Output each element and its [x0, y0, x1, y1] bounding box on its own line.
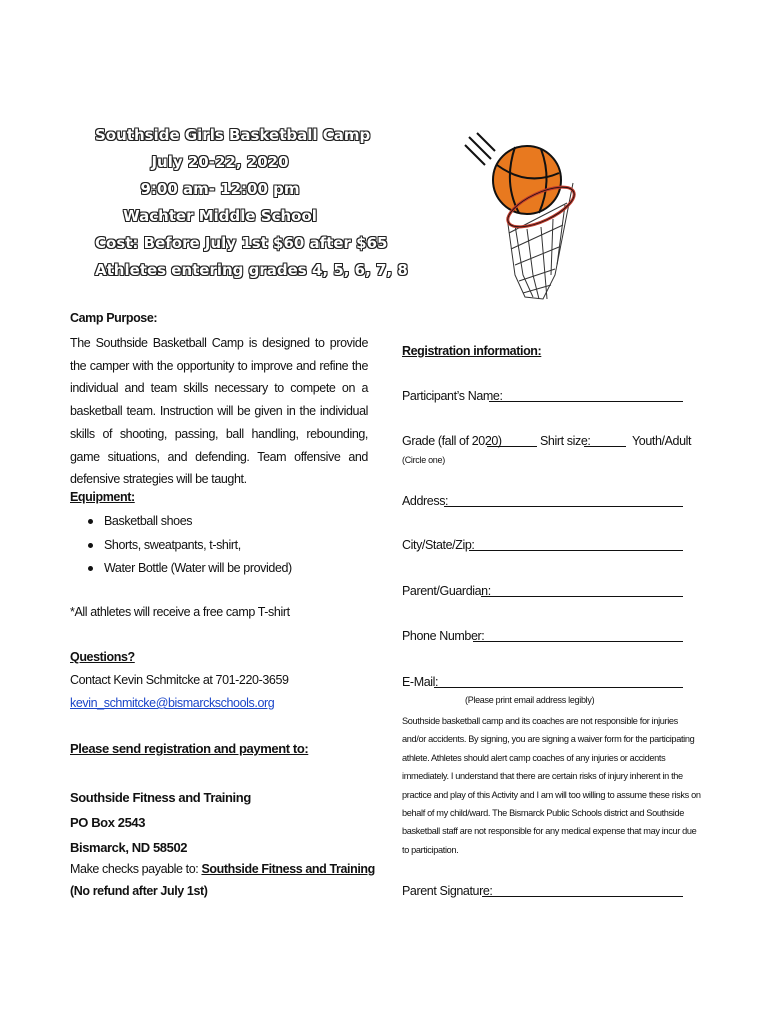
address-label: Address:	[402, 494, 449, 508]
shirt-size-field[interactable]	[584, 446, 626, 447]
waiver-text: Southside basketball camp and its coaches are not responsible for injuries and/or accidents. By signing, you are signing a waiver form for the participating athlete. Athletes should alert camp coaches of any injuries or accidents immediately. I understand that there are certain risks of injury inherent in the practice and play of this Activity and I am will too willing to assume these risks on behalf of my child/ward. The Bismarck Public Schools district and Southside basketball staff are not responsible for any medical expense that may incur due to participation.	[402, 716, 701, 855]
send-org: Southside Fitness and Training	[70, 790, 251, 805]
bullet-icon	[88, 566, 93, 571]
email-label: E-Mail:	[402, 675, 439, 689]
checks-payee: Southside Fitness and Training	[201, 862, 375, 876]
bullet-icon	[88, 543, 93, 548]
camp-location: Wachter Middle School	[123, 207, 317, 225]
purpose-text: The Southside Basketball Camp is designed to provide the camper with the opportunity to improve and refine the individual and team skills necessary to compete on a basketball team. Instruction will be given in the individual skills of shooting, passing, ball handling, rebounding, game situations, and defending. Team offensive and defensive strategies will be taught.	[70, 336, 368, 487]
purpose-title: Camp Purpose:	[70, 311, 158, 325]
signature-label: Parent Signature:	[402, 884, 493, 898]
grade-field[interactable]	[487, 446, 537, 447]
parent-guardian-field[interactable]	[481, 596, 683, 597]
checks-payable: Make checks payable to: Southside Fitness and Training	[70, 862, 375, 876]
shirt-size-label: Shirt size:	[540, 434, 591, 448]
email-field[interactable]	[434, 687, 683, 688]
phone-field[interactable]	[473, 641, 683, 642]
refund-note: (No refund after July 1st)	[70, 884, 208, 898]
camp-header	[95, 122, 408, 284]
basketball-hoop-icon	[455, 125, 595, 305]
contact-email-link[interactable]: kevin_schmitcke@bismarckschools.org	[70, 696, 275, 710]
registration-title: Registration information:	[402, 344, 542, 358]
camp-time: 9:00 am- 12:00 pm	[140, 180, 300, 198]
signature-field[interactable]	[482, 896, 683, 897]
youth-adult-option[interactable]: Youth/Adult	[632, 434, 692, 448]
address-field[interactable]	[444, 506, 683, 507]
camp-dates: July 20-22, 2020	[151, 153, 289, 171]
contact-text: Contact Kevin Schmitcke at 701-220-3659	[70, 673, 289, 687]
send-title: Please send registration and payment to:	[70, 741, 309, 756]
send-city: Bismarck, ND 58502	[70, 840, 188, 855]
list-item: Water Bottle (Water will be provided)	[70, 557, 292, 581]
tshirt-note: *All athletes will receive a free camp T-shirt	[70, 605, 290, 619]
send-po-box: PO Box 2543	[70, 815, 146, 830]
circle-one-note: (Circle one)	[402, 455, 445, 465]
city-state-zip-label: City/State/Zip:	[402, 538, 475, 552]
parent-guardian-label: Parent/Guardian:	[402, 584, 491, 598]
participant-name-field[interactable]	[489, 401, 683, 402]
participant-name-label: Participant’s Name:	[402, 389, 503, 403]
grade-label: Grade (fall of 2020)	[402, 434, 502, 448]
camp-cost: Cost: Before July 1st $60 after $65	[95, 234, 388, 252]
questions-title: Questions?	[70, 650, 135, 664]
city-state-zip-field[interactable]	[469, 550, 683, 551]
list-item: Shorts, sweatpants, t-shirt,	[70, 534, 292, 558]
bullet-icon	[88, 519, 93, 524]
camp-title: Southside Girls Basketball Camp	[95, 126, 371, 144]
phone-label: Phone Number:	[402, 629, 485, 643]
equipment-list	[70, 510, 292, 581]
camp-grades: Athletes entering grades 4, 5, 6, 7, 8	[95, 261, 408, 279]
email-note: (Please print email address legibly)	[465, 695, 595, 705]
list-item: Basketball shoes	[70, 510, 292, 534]
equipment-title: Equipment:	[70, 490, 135, 504]
